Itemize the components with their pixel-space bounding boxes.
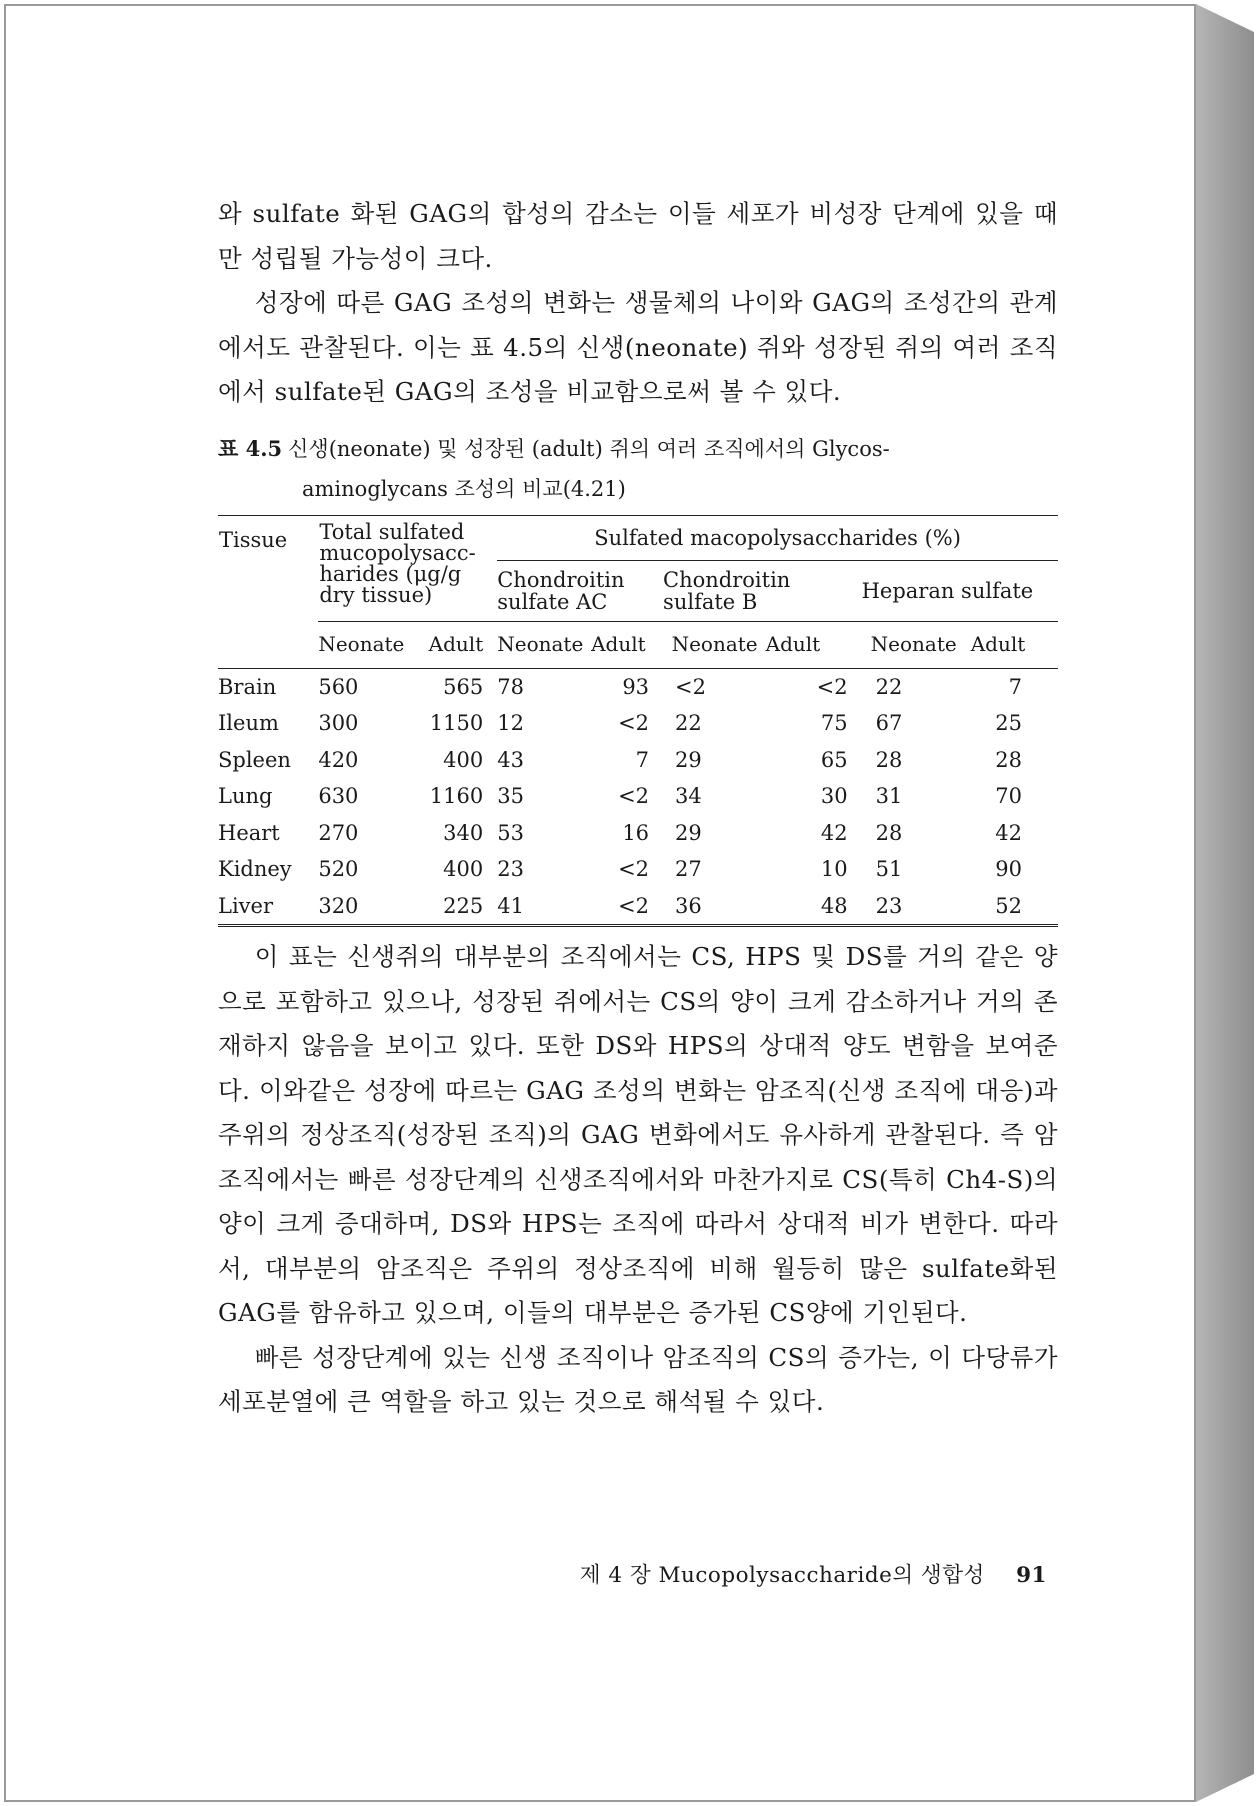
cell-total-neonate: 300 bbox=[318, 711, 359, 736]
header-chondroitin-sulfate-b: Chondroitin sulfate B bbox=[663, 560, 862, 621]
header-csb-neonate: Neonate bbox=[663, 621, 766, 668]
cell-total-adult: 225 bbox=[443, 893, 484, 918]
header-total-neonate: Neonate bbox=[318, 621, 412, 668]
cell-csac-neonate: 35 bbox=[497, 784, 524, 809]
paragraph-1: 와 sulfate 화된 GAG의 합성의 감소는 이들 세포가 비성장 단계에 있을 때만 성립될 가능성이 크다. bbox=[218, 199, 1058, 273]
page-edge-shadow bbox=[1196, 4, 1254, 1802]
table-row bbox=[218, 705, 1058, 742]
cell-hs-neonate: 51 bbox=[875, 857, 903, 882]
cell-csb-adult: 48 bbox=[820, 893, 848, 918]
cell-total-adult: 340 bbox=[443, 820, 484, 845]
cell-csac-adult: 93 bbox=[622, 674, 650, 699]
cell-total-neonate: 520 bbox=[318, 857, 359, 882]
cell-csb-adult: 10 bbox=[820, 857, 848, 882]
header-csb-adult: Adult bbox=[766, 621, 862, 668]
data-table bbox=[218, 515, 1058, 928]
table-caption-line2: aminoglycans 조성의 비교(4.21) bbox=[302, 476, 626, 501]
cell-csb-adult: 65 bbox=[820, 747, 848, 772]
paragraph-3: 이 표는 신생쥐의 대부분의 조직에서는 CS, HPS 및 DS를 거의 같은 양으로 포함하고 있으나, 성장된 쥐에서는 CS의 양이 크게 감소하거나 거의 존재하지 않음을 보이고 있다. 또한 DS와 HPS의 상대적 양도 변함을 보여준다. 이와같은 성장에 따르는 GAG 조성의 변화는 암조직(신생 조직에 대응)과 주위의 정상조직(성장된 조직)의 GAG 변화에서도 유사하게 관찰된다. 즉 암조직에서는 빠른 성장단계의 신생조직에서와 마찬가지로 CS(특히 Ch4-S)의 양이 크게 증대하며, DS와 HPS는 조직에 따라서 상대적 비가 변한다. 따라서, 대부분의 암조직은 주위의 정상조직에 비해 월등히 많은 sulfate화된 GAG를 함유하고 있으며, 이들의 대부분은 증가된 CS양에 기인된다. bbox=[218, 942, 1058, 1327]
table-row bbox=[218, 778, 1058, 815]
cell-hs-adult: 70 bbox=[995, 784, 1022, 809]
header-total-sulfated: Total sulfated mucopolysacc- harides (μg/g dry tissue) bbox=[318, 515, 497, 621]
header-heparan-sulfate: Heparan sulfate bbox=[862, 560, 1058, 621]
header-hs-neonate: Neonate bbox=[862, 621, 971, 668]
page-number: 91 bbox=[1016, 1563, 1047, 1588]
cell-csb-neonate: 29 bbox=[675, 747, 702, 772]
cell-tissue: Lung bbox=[218, 784, 273, 809]
header-empty bbox=[218, 621, 318, 668]
cell-tissue: Ileum bbox=[218, 711, 279, 736]
cell-tissue: Brain bbox=[218, 674, 277, 699]
cell-hs-neonate: 22 bbox=[875, 674, 903, 699]
cell-csb-neonate: 36 bbox=[675, 893, 702, 918]
table-row bbox=[218, 815, 1058, 852]
cell-hs-adult: 28 bbox=[995, 747, 1022, 772]
header-total-adult: Adult bbox=[412, 621, 497, 668]
cell-tissue: Spleen bbox=[218, 747, 291, 772]
paragraph-4: 빠른 성장단계에 있는 신생 조직이나 암조직의 CS의 증가는, 이 다당류가 세포분열에 큰 역할을 하고 있는 것으로 해석될 수 있다. bbox=[218, 1342, 1058, 1416]
cell-hs-adult: 7 bbox=[1008, 674, 1022, 699]
header-chondroitin-sulfate-ac: Chondroitin sulfate AC bbox=[497, 560, 663, 621]
cell-total-adult: 1150 bbox=[429, 711, 484, 736]
cell-csb-neonate: <2 bbox=[675, 674, 707, 699]
cell-total-adult: 400 bbox=[443, 857, 484, 882]
cell-hs-neonate: 28 bbox=[875, 820, 903, 845]
table-caption-line1: 신생(neonate) 및 성장된 (adult) 쥐의 여러 조직에서의 Glycos- bbox=[288, 436, 890, 461]
cell-csb-neonate: 22 bbox=[675, 711, 702, 736]
cell-total-adult: 565 bbox=[443, 674, 484, 699]
paragraph-2: 성장에 따른 GAG 조성의 변화는 생물체의 나이와 GAG의 조성간의 관계에서도 관찰된다. 이는 표 4.5의 신생(neonate) 쥐와 성장된 쥐의 여러 조직에서 sulfate된 GAG의 조성을 비교함으로써 볼 수 있다. bbox=[218, 288, 1058, 406]
cell-csb-neonate: 34 bbox=[675, 784, 702, 809]
cell-hs-neonate: 67 bbox=[875, 711, 903, 736]
cell-csac-neonate: 53 bbox=[497, 820, 524, 845]
table-row bbox=[218, 742, 1058, 779]
cell-csb-adult: 75 bbox=[820, 711, 848, 736]
page-content bbox=[218, 192, 1058, 1425]
cell-total-neonate: 270 bbox=[318, 820, 359, 845]
cell-csac-adult: <2 bbox=[618, 784, 650, 809]
table-caption bbox=[218, 429, 1058, 509]
running-head: 제 4 장 Mucopolysaccharide의 생합성 bbox=[579, 1563, 985, 1588]
cell-csac-neonate: 12 bbox=[497, 711, 524, 736]
cell-tissue: Kidney bbox=[218, 857, 292, 882]
header-tissue: Tissue bbox=[219, 527, 288, 552]
cell-tissue: Liver bbox=[218, 893, 273, 918]
cell-csac-adult: <2 bbox=[618, 857, 650, 882]
cell-csac-neonate: 23 bbox=[497, 857, 524, 882]
cell-csac-adult: 16 bbox=[622, 820, 650, 845]
cell-hs-adult: 90 bbox=[995, 857, 1022, 882]
cell-hs-neonate: 28 bbox=[875, 747, 903, 772]
cell-csac-adult: <2 bbox=[618, 893, 650, 918]
cell-csac-adult: 7 bbox=[635, 747, 650, 772]
cell-csb-adult: 30 bbox=[820, 784, 848, 809]
cell-hs-adult: 52 bbox=[995, 893, 1022, 918]
cell-hs-neonate: 23 bbox=[875, 893, 903, 918]
cell-hs-adult: 25 bbox=[995, 711, 1022, 736]
table-row bbox=[218, 851, 1058, 888]
cell-csac-neonate: 78 bbox=[497, 674, 524, 699]
cell-csb-neonate: 27 bbox=[675, 857, 702, 882]
cell-hs-adult: 42 bbox=[995, 820, 1022, 845]
table-row bbox=[218, 668, 1058, 705]
cell-total-neonate: 560 bbox=[318, 674, 359, 699]
cell-csb-adult: 42 bbox=[820, 820, 848, 845]
page-footer bbox=[580, 1558, 1047, 1589]
table-row bbox=[218, 888, 1058, 926]
cell-hs-neonate: 31 bbox=[875, 784, 903, 809]
header-csac-neonate: Neonate bbox=[497, 621, 591, 668]
cell-total-neonate: 630 bbox=[318, 784, 359, 809]
cell-total-adult: 400 bbox=[443, 747, 484, 772]
cell-csb-neonate: 29 bbox=[675, 820, 702, 845]
cell-csac-adult: <2 bbox=[618, 711, 650, 736]
cell-total-adult: 1160 bbox=[429, 784, 484, 809]
cell-total-neonate: 420 bbox=[318, 747, 359, 772]
cell-csac-neonate: 43 bbox=[497, 747, 524, 772]
cell-csb-adult: <2 bbox=[816, 674, 848, 699]
cell-tissue: Heart bbox=[218, 820, 280, 845]
table-caption-label: 표 4.5 bbox=[218, 435, 283, 461]
cell-total-neonate: 320 bbox=[318, 893, 359, 918]
header-hs-adult: Adult bbox=[971, 621, 1058, 668]
header-sulfated-macopolysaccharides: Sulfated macopolysaccharides (%) bbox=[497, 515, 1058, 560]
header-csac-adult: Adult bbox=[591, 621, 663, 668]
cell-csac-neonate: 41 bbox=[497, 893, 524, 918]
